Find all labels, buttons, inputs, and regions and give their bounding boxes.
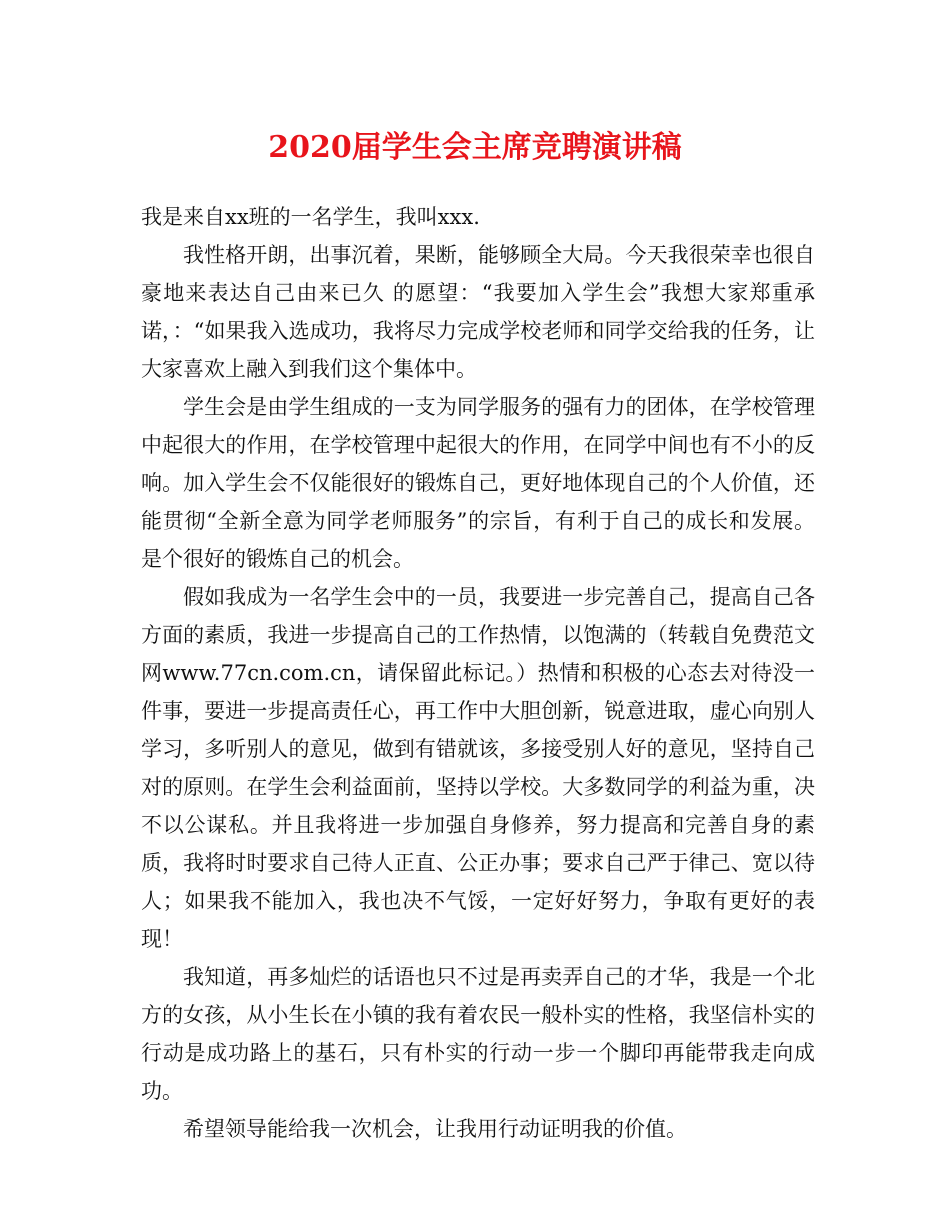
paragraph-plans: 假如我成为一名学生会中的一员，我要进一步完善自己，提高自己各方面的素质，我进一步提高自己的工作热情，以饱满的（转载自免费范文网www.77cn.com.cn，请保留此标记。）热情和积极的心态去对待没一件事，要进一步提高责任心，再工作中大胆创新，锐意进取，虚心向别人学习，多听别人的意见，做到有错就该，多接受别人好的意见，坚持自己对的原则。在学生会利益面前，坚持以学校。大多数同学的利益为重，决不以公谋私。并且我将进一步加强自身修养，努力提高和完善自身的素质，我将时时要求自己待人正直、公正办事；要求自己严于律己、宽以待人；如果我不能加入，我也决不气馁，一定好好努力，争取有更好的表现！ [141, 585, 815, 951]
paragraph-personality: 我性格开朗，出事沉着，果断，能够顾全大局。今天我很荣幸也很自豪地来表达自己由来已久 的愿望：“我要加入学生会”我想大家郑重承诺，：“如果我入选成功，我将尽力完成学校老师和同学交给我的任务，让大家喜欢上融入到我们这个集体中。 [141, 243, 815, 381]
paragraph-intro: 我是来自xx班的一名学生，我叫xxx. [141, 205, 480, 229]
paragraph-student-union: 学生会是由学生组成的一支为同学服务的强有力的团体，在学校管理中起很大的作用，在学校管理中起很大的作用，在同学中间也有不小的反响。加入学生会不仅能很好的锻炼自己，更好地体现自己的个人价值，还能贯彻“全新全意为同学老师服务”的宗旨，有利于自己的成长和发展。 是个很好的锻炼自己的机会。 [141, 395, 815, 571]
paragraph-character: 我知道，再多灿烂的话语也只不过是再卖弄自己的才华，我是一个北方的女孩，从小生长在小镇的我有着农民一般朴实的性格，我坚信朴实的行动是成功路上的基石，只有朴实的行动一步一个脚印再能带我走向成功。 [141, 965, 815, 1103]
document-body [141, 198, 815, 1148]
paragraph-closing: 希望领导能给我一次机会，让我用行动证明我的价值。 [183, 1117, 687, 1141]
document-title: 2020届学生会主席竞聘演讲稿 [268, 130, 682, 165]
